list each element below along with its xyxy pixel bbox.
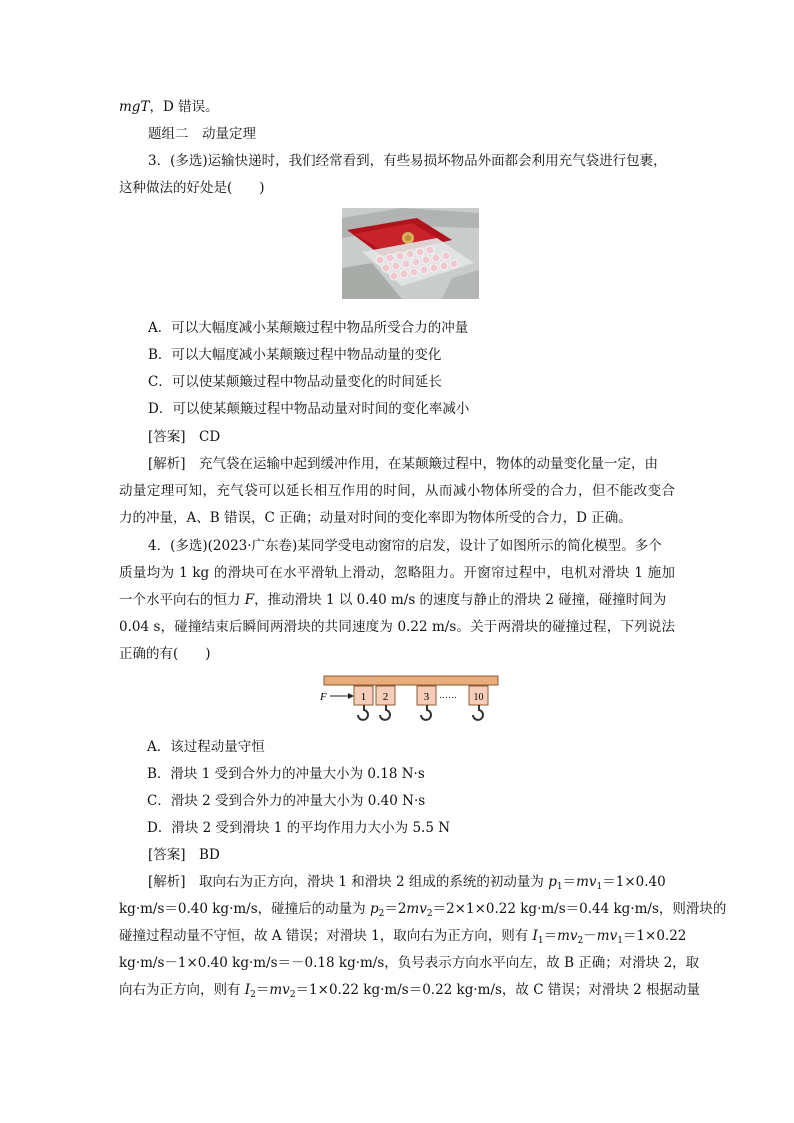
q4-option-d: D．滑块 2 受到滑块 1 的平均作用力大小为 5.5 N: [147, 820, 451, 836]
slider-block-1: [354, 686, 373, 720]
q4-analysis-line-1: [解析] 取向右为正方向，滑块 1 和滑块 2 组成的系统的初动量为 $p_1=mv_1=1\times 0.40$: [148, 874, 666, 892]
q4-stem-line-1: 4．(多选)(2023·广东卷)某同学受电动窗帘的启发，设计了如图所示的简化模型。多个: [148, 538, 662, 554]
q4-analysis-line-2: kg·m/s＝0.40 kg·m/s，碰撞后的动量为 $p_2=2mv_2=2\times 1\times 0.22$ kg·m/s＝0.44 kg·m/s，则滑块的: [119, 901, 727, 919]
analysis-text: 充气袋在运输中起到缓冲作用，在某颠簸过程中，物体的动量变化量一定，由: [199, 456, 659, 472]
block-label-2: 2: [382, 691, 389, 703]
q4-stem-line-4: 0.04 s，碰撞结束后瞬间两滑块的共同速度为 0.22 m/s。关于两滑块的碰撞过程，下列说法: [119, 619, 675, 635]
force-label: F: [320, 691, 327, 703]
q3-option-c: C．可以使某颠簸过程中物品动量变化的时间延长: [148, 374, 442, 390]
q4-analysis-line-3: 碰撞过程动量不守恒，故 A 错误；对滑块 1，取向右为正方向，则有 $I_1=mv_2-mv_1=1\times 0.22$: [119, 928, 687, 946]
q3-answer-line: [148, 427, 220, 447]
stem-text: 一个水平向右的恒力: [119, 592, 245, 608]
rail: [324, 676, 498, 685]
force-symbol: F: [244, 592, 255, 608]
curtain-slider-diagram: [318, 674, 504, 724]
block-label-3: 3: [423, 691, 430, 703]
q4-stem-line-2: 质量均为 1 kg 的滑块可在水平滑轨上滑动，忽略阻力。开窗帘过程中，电机对滑块 1 施加: [119, 565, 675, 581]
q3-analysis-line-3: 力的冲量，A、B 错误，C 正确；动量对时间的变化率即为物体所受的合力，D 正确。: [119, 510, 632, 526]
carryover-text: ，D 错误。: [149, 99, 219, 115]
answer-value: CD: [199, 429, 221, 445]
q4-option-b: B．滑块 1 受到合外力的冲量大小为 0.18 N·s: [147, 766, 425, 782]
answer-label: [答案]: [148, 847, 186, 863]
answer-value: BD: [199, 847, 220, 863]
q4-stem-line-3: [119, 590, 666, 610]
q4-option-c: C．滑块 2 受到合外力的冲量大小为 0.40 N·s: [147, 793, 426, 809]
slider-block-2: [376, 686, 395, 720]
q4-option-a: A．该过程动量守恒: [147, 739, 265, 755]
formula-mgT: mgT: [119, 99, 150, 115]
block-label-1: 1: [360, 691, 367, 703]
slider-block-3: [417, 686, 436, 720]
stem-text: ，推动滑块 1 以 0.40 m/s 的速度与静止的滑块 2 碰撞，碰撞时间为: [254, 592, 667, 608]
q3-option-a: A．可以大幅度减小某颠簸过程中物品所受合力的冲量: [148, 320, 469, 336]
q4-stem-line-5: 正确的有( ): [119, 646, 211, 662]
ellipsis-dots: ……: [439, 690, 457, 700]
q3-analysis-line-1: [148, 454, 658, 474]
carryover-line: [119, 97, 219, 117]
block-label-10: 10: [473, 692, 484, 703]
analysis-label: [解析]: [148, 874, 186, 890]
q4-answer-line: [148, 845, 220, 865]
answer-label: [答案]: [148, 429, 186, 445]
q3-stem-line-1: 3．(多选)运输快递时，我们经常看到，有些易损坏物品外面都会利用充气袋进行包裹，: [148, 153, 667, 169]
q3-option-d: D．可以使某颠簸过程中物品动量对时间的变化率减小: [148, 401, 470, 417]
slider-block-10: [469, 686, 488, 720]
q3-stem-line-2: 这种做法的好处是( ): [119, 180, 265, 196]
section-title: 题组二 动量定理: [148, 126, 256, 142]
bubble-wrap-package-photo: [342, 208, 479, 299]
q3-option-b: B．可以大幅度减小某颠簸过程中物品动量的变化: [148, 347, 442, 363]
q4-analysis-line-5: 向右为正方向，则有 $I_2=mv_2=1\times 0.22$ kg·m/s＝0.22 kg·m/s，故 C 错误；对滑块 2 根据动量: [119, 982, 701, 1000]
q4-analysis-line-4: kg·m/s－1×0.40 kg·m/s＝－0.18 kg·m/s，负号表示方向水平向左，故 B 正确；对滑块 2，取: [119, 955, 700, 971]
q3-analysis-line-2: 动量定理可知，充气袋可以延长相互作用的时间，从而减小物体所受的合力，但不能改变合: [119, 483, 675, 499]
analysis-label: [解析]: [148, 456, 186, 472]
